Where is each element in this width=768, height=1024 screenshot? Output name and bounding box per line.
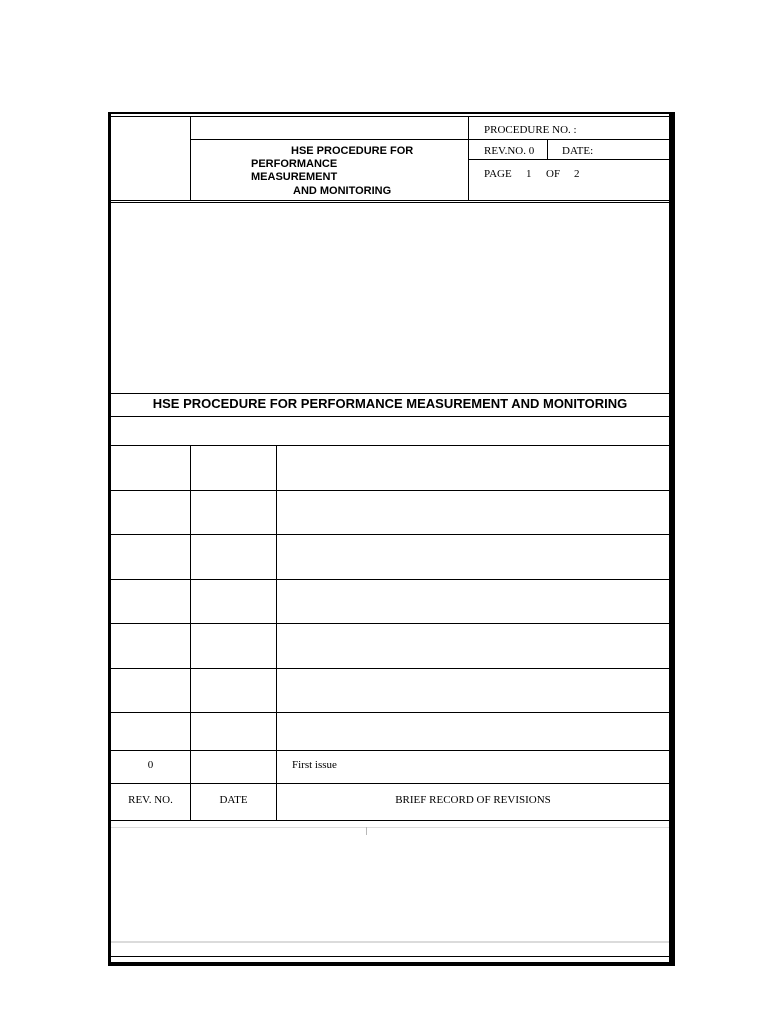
header-title-line-3: MEASUREMENT (251, 171, 338, 183)
document-page (108, 112, 675, 966)
header-bottom-rule (111, 200, 669, 201)
table-bottom-rule (111, 820, 669, 821)
header-bottom-rule-double (111, 202, 669, 203)
scan-artifact-line (111, 827, 669, 828)
scan-artifact-line (111, 941, 669, 943)
rev-date-divider (547, 139, 548, 159)
table-row-rule (111, 783, 669, 784)
title-top-rule (111, 393, 669, 394)
rev-no-label: REV.NO. 0 (484, 145, 535, 157)
page-current: 1 (526, 168, 532, 180)
column-header-date: DATE (219, 794, 248, 806)
table-row-record: First issue (292, 759, 337, 771)
page-total: 2 (574, 168, 580, 180)
logo-cell (191, 114, 268, 115)
page-of-label: OF (546, 168, 561, 180)
table-row-rule (111, 490, 669, 491)
header-title-line-2: PERFORMANCE (251, 158, 338, 170)
title-bottom-rule (111, 416, 669, 417)
header-row-rule-2 (468, 159, 669, 160)
header-title-line-4: AND MONITORING (293, 185, 392, 197)
table-row-rule (111, 668, 669, 669)
table-row-rule (111, 579, 669, 580)
header-top-rule (111, 116, 669, 117)
header-logo-divider (190, 116, 191, 200)
header-row-rule-1 (190, 139, 669, 140)
table-row-rule (111, 534, 669, 535)
table-col-divider-1 (190, 445, 191, 820)
table-row-rule (111, 623, 669, 624)
date-label: DATE: (562, 145, 594, 157)
table-row-rev-no: 0 (147, 759, 154, 771)
table-top-rule (111, 445, 669, 446)
column-header-rev-no: REV. NO. (128, 794, 173, 806)
scan-artifact-tick (366, 827, 367, 835)
table-col-divider-2 (276, 445, 277, 820)
table-row-rule (111, 750, 669, 751)
page-label: PAGE (484, 168, 512, 180)
page-bottom-inner-rule (111, 956, 669, 957)
procedure-no-label: PROCEDURE NO. : (484, 124, 577, 136)
main-title: HSE PROCEDURE FOR PERFORMANCE MEASUREMENT AND MONITORING (152, 396, 628, 411)
column-header-brief-record: BRIEF RECORD OF REVISIONS (395, 794, 551, 806)
header-meta-divider (468, 116, 469, 200)
header-title-line-1: HSE PROCEDURE FOR (291, 145, 414, 157)
table-row-rule (111, 712, 669, 713)
